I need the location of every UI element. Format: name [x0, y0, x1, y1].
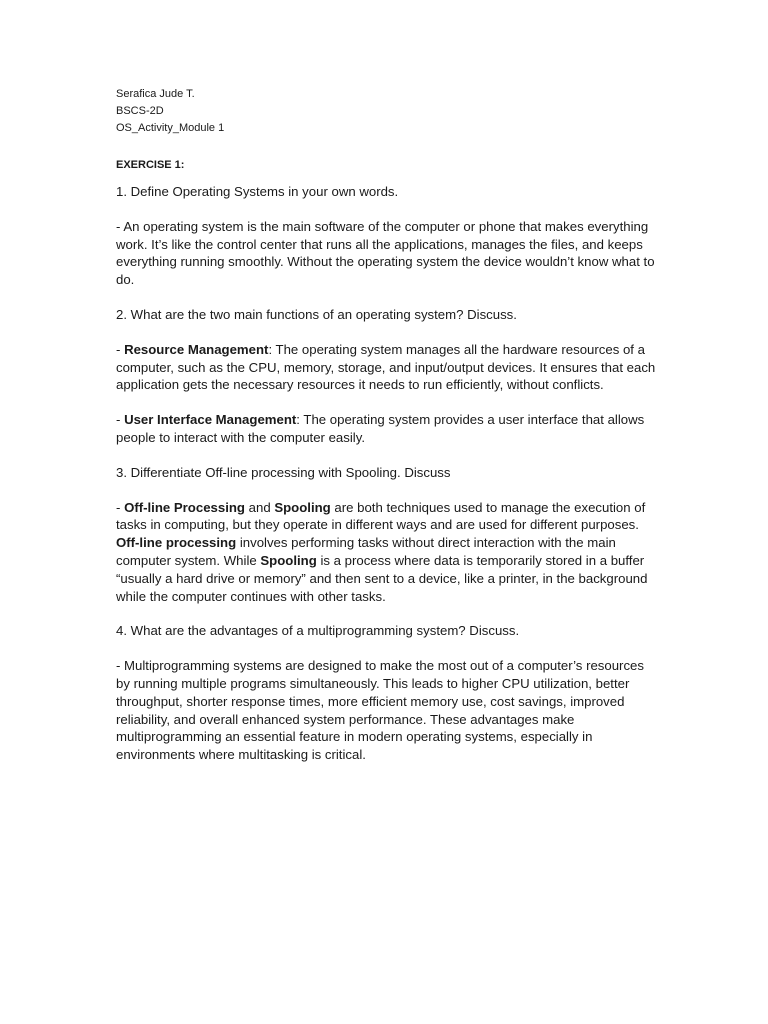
document-content: [116, 86, 656, 764]
answer-2-prefix-2: -: [116, 412, 125, 428]
term-offline-processing: Off-line Processing: [124, 499, 245, 515]
answer-1: - An operating system is the main software of the computer or phone that makes everything work. It’s like the control center that runs all the applications, manages the files, and keeps everything running smoothly. Without the operating system the device wouldn’t know what to do.: [116, 218, 655, 288]
question-3: 3. Differentiate Off-line processing with Spooling. Discuss: [116, 464, 451, 480]
answer-3-part-3: are both techniques used to manage the execution of tasks in computing, but they operate in different ways and are used for different purposes.: [116, 499, 646, 533]
answer-2-prefix-1: -: [116, 341, 125, 357]
term-offline-processing-2: Off-line processing: [116, 535, 237, 551]
answer-2-text-1: : The operating system manages all the hardware resources of a computer, such as the CPU, memory, storage, and input/output devices. It ensures that each application gets the necessary resources it needs to run efficiently, without conflicts.: [116, 341, 656, 393]
answer-3-part-1: -: [116, 499, 125, 515]
term-resource-management: Resource Management: [124, 341, 269, 357]
answer-3: [116, 499, 656, 606]
question-4: 4. What are the advantages of a multiprogramming system? Discuss.: [116, 623, 520, 639]
term-user-interface-management: User Interface Management: [124, 412, 297, 428]
student-section: BSCS-2D: [116, 105, 164, 117]
student-name: Serafica Jude T.: [116, 88, 195, 100]
exercise-label: EXERCISE 1:: [116, 159, 185, 171]
answer-2-resource-management: [116, 341, 656, 394]
answer-2-text-2: : The operating system provides a user interface that allows people to interact with the computer easily.: [116, 412, 645, 445]
answer-3-part-4: involves performing tasks without direct interaction with the main computer system. While: [116, 535, 616, 568]
question-1: 1. Define Operating Systems in your own words.: [116, 184, 399, 199]
activity-title: OS_Activity_Module 1: [116, 122, 225, 134]
answer-3-part-2: and: [244, 499, 275, 515]
term-spooling-2: Spooling: [260, 552, 317, 568]
answer-3-part-5: is a process where data is temporarily stored in a buffer “usually a hard drive or memory” and then sent to a device, like a printer, in the background while the computer continues with other tasks.: [116, 552, 648, 604]
answer-4: - Multiprogramming systems are designed to make the most out of a computer’s resources by running multiple programs simultaneously. This leads to higher CPU utilization, better throughput, shorter response times, more efficient memory use, cost savings, improved reliability, and overall enhanced system performance. These advantages make multiprogramming an essential feature in modern operating systems, especially in environments where multitasking is critical.: [116, 658, 644, 763]
question-2: 2. What are the two main functions of an operating system? Discuss.: [116, 306, 517, 322]
answer-2-user-interface-management: [116, 411, 656, 447]
term-spooling: Spooling: [274, 499, 331, 515]
